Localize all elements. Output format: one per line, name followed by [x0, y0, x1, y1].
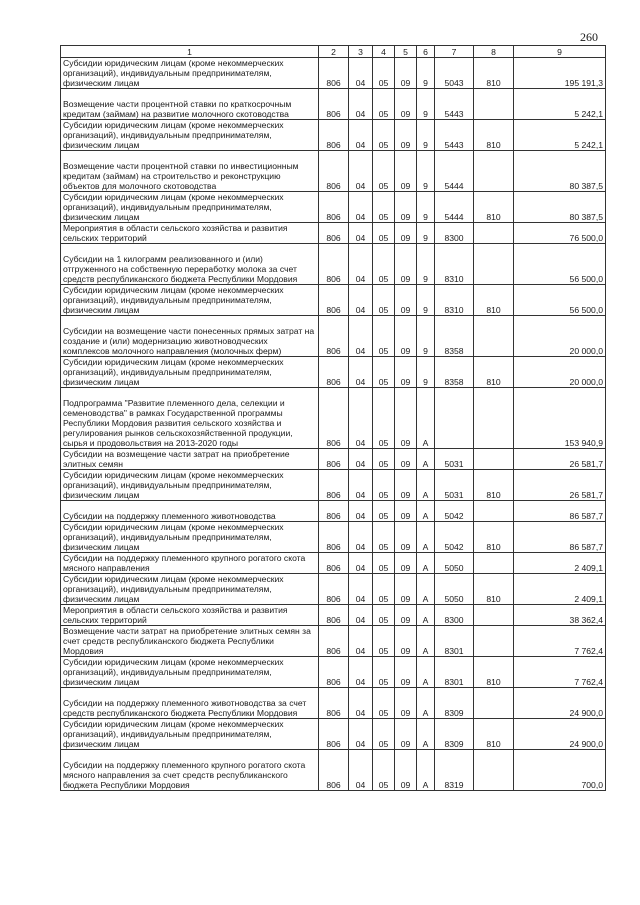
code-expense-type — [474, 553, 514, 574]
code-subsection: 05 — [373, 244, 395, 285]
code-program: 09 — [395, 357, 417, 388]
code-ministry: 806 — [319, 657, 349, 688]
table-row — [61, 449, 606, 470]
code-ministry: 806 — [319, 244, 349, 285]
row-name: Субсидии юридическим лицам (кроме некоммерческих организаций), индивидуальным предпринимателям, физическим лицам — [61, 574, 319, 605]
table-row — [61, 688, 606, 719]
code-article: 8301 — [435, 626, 474, 657]
code-subprogram: А — [417, 388, 435, 449]
table-row — [61, 223, 606, 244]
code-section: 04 — [349, 388, 373, 449]
code-subprogram: А — [417, 449, 435, 470]
code-article: 5444 — [435, 151, 474, 192]
code-expense-type: 810 — [474, 574, 514, 605]
amount: 5 242,1 — [514, 89, 606, 120]
table-row — [61, 574, 606, 605]
amount: 26 581,7 — [514, 449, 606, 470]
code-section: 04 — [349, 553, 373, 574]
code-subsection: 05 — [373, 574, 395, 605]
row-name: Субсидии юридическим лицам (кроме некоммерческих организаций), индивидуальным предпринимателям, физическим лицам — [61, 357, 319, 388]
code-program: 09 — [395, 151, 417, 192]
amount: 5 242,1 — [514, 120, 606, 151]
table-body — [61, 58, 606, 791]
column-header: 3 — [349, 46, 373, 58]
code-subsection: 05 — [373, 449, 395, 470]
code-ministry: 806 — [319, 750, 349, 791]
code-article: 5042 — [435, 501, 474, 522]
amount: 2 409,1 — [514, 574, 606, 605]
code-section: 04 — [349, 223, 373, 244]
code-subsection: 05 — [373, 120, 395, 151]
row-name: Субсидии юридическим лицам (кроме некоммерческих организаций), индивидуальным предпринимателям, физическим лицам — [61, 120, 319, 151]
code-program: 09 — [395, 244, 417, 285]
table-row — [61, 626, 606, 657]
code-subprogram: А — [417, 605, 435, 626]
code-subsection: 05 — [373, 357, 395, 388]
code-subprogram: А — [417, 657, 435, 688]
code-program: 09 — [395, 553, 417, 574]
table-row — [61, 120, 606, 151]
amount: 38 362,4 — [514, 605, 606, 626]
amount: 7 762,4 — [514, 657, 606, 688]
code-program: 09 — [395, 89, 417, 120]
code-program: 09 — [395, 750, 417, 791]
code-subsection: 05 — [373, 605, 395, 626]
code-article: 8309 — [435, 719, 474, 750]
row-name: Субсидии юридическим лицам (кроме некоммерческих организаций), индивидуальным предпринимателям, физическим лицам — [61, 58, 319, 89]
code-article: 8309 — [435, 688, 474, 719]
amount: 80 387,5 — [514, 151, 606, 192]
code-ministry: 806 — [319, 316, 349, 357]
row-name: Субсидии на возмещение части понесенных прямых затрат на создание и (или) модернизацию животноводческих комплексов молочного направления (молочных ферм) — [61, 316, 319, 357]
code-ministry: 806 — [319, 192, 349, 223]
code-program: 09 — [395, 388, 417, 449]
code-article: 5443 — [435, 120, 474, 151]
amount: 2 409,1 — [514, 553, 606, 574]
code-subprogram: 9 — [417, 89, 435, 120]
table-row — [61, 470, 606, 501]
code-expense-type — [474, 449, 514, 470]
column-header: 6 — [417, 46, 435, 58]
code-article: 5444 — [435, 192, 474, 223]
table-header-row — [61, 46, 606, 58]
code-ministry: 806 — [319, 223, 349, 244]
code-program: 09 — [395, 522, 417, 553]
code-program: 09 — [395, 719, 417, 750]
code-subprogram: 9 — [417, 58, 435, 89]
code-subprogram: 9 — [417, 223, 435, 244]
code-program: 09 — [395, 285, 417, 316]
code-expense-type — [474, 151, 514, 192]
code-ministry: 806 — [319, 449, 349, 470]
amount: 153 940,9 — [514, 388, 606, 449]
code-program: 09 — [395, 223, 417, 244]
code-section: 04 — [349, 501, 373, 522]
table-row — [61, 750, 606, 791]
amount: 56 500,0 — [514, 244, 606, 285]
code-subprogram: А — [417, 470, 435, 501]
code-subprogram: А — [417, 688, 435, 719]
code-article: 8310 — [435, 244, 474, 285]
code-subsection: 05 — [373, 223, 395, 244]
code-subprogram: А — [417, 501, 435, 522]
column-header: 9 — [514, 46, 606, 58]
code-section: 04 — [349, 192, 373, 223]
row-name: Возмещение части процентной ставки по краткосрочным кредитам (займам) на развитие молочного скотоводства — [61, 89, 319, 120]
code-program: 09 — [395, 605, 417, 626]
code-expense-type: 810 — [474, 192, 514, 223]
code-subprogram: 9 — [417, 192, 435, 223]
code-program: 09 — [395, 626, 417, 657]
code-section: 04 — [349, 89, 373, 120]
code-article: 8300 — [435, 605, 474, 626]
row-name: Субсидии юридическим лицам (кроме некоммерческих организаций), индивидуальным предпринимателям, физическим лицам — [61, 285, 319, 316]
code-expense-type: 810 — [474, 357, 514, 388]
code-expense-type — [474, 688, 514, 719]
amount: 700,0 — [514, 750, 606, 791]
code-article: 5050 — [435, 553, 474, 574]
code-subprogram: А — [417, 553, 435, 574]
code-expense-type: 810 — [474, 657, 514, 688]
table-row — [61, 357, 606, 388]
code-ministry: 806 — [319, 688, 349, 719]
code-subsection: 05 — [373, 522, 395, 553]
code-program: 09 — [395, 58, 417, 89]
code-article: 8319 — [435, 750, 474, 791]
code-subsection: 05 — [373, 285, 395, 316]
budget-table — [60, 45, 606, 791]
table-row — [61, 522, 606, 553]
code-expense-type: 810 — [474, 470, 514, 501]
code-ministry: 806 — [319, 58, 349, 89]
code-program: 09 — [395, 470, 417, 501]
code-ministry: 806 — [319, 553, 349, 574]
code-ministry: 806 — [319, 574, 349, 605]
code-subprogram: 9 — [417, 285, 435, 316]
table-row — [61, 605, 606, 626]
code-subsection: 05 — [373, 553, 395, 574]
amount: 80 387,5 — [514, 192, 606, 223]
row-name: Мероприятия в области сельского хозяйства и развития сельских территорий — [61, 223, 319, 244]
code-expense-type: 810 — [474, 120, 514, 151]
code-ministry: 806 — [319, 151, 349, 192]
code-subsection: 05 — [373, 89, 395, 120]
column-header: 7 — [435, 46, 474, 58]
row-name: Субсидии на возмещение части затрат на приобретение элитных семян — [61, 449, 319, 470]
code-article: 8301 — [435, 657, 474, 688]
code-ministry: 806 — [319, 89, 349, 120]
table-row — [61, 316, 606, 357]
code-expense-type — [474, 501, 514, 522]
amount: 26 581,7 — [514, 470, 606, 501]
row-name: Субсидии на поддержку племенного крупного рогатого скота мясного направления за счет средств республиканского бюджета Республики Мордовия — [61, 750, 319, 791]
row-name: Субсидии на поддержку племенного животноводства — [61, 501, 319, 522]
code-subsection: 05 — [373, 750, 395, 791]
code-section: 04 — [349, 470, 373, 501]
code-expense-type — [474, 89, 514, 120]
code-section: 04 — [349, 244, 373, 285]
code-program: 09 — [395, 501, 417, 522]
column-header: 2 — [319, 46, 349, 58]
code-program: 09 — [395, 316, 417, 357]
code-section: 04 — [349, 285, 373, 316]
code-subsection: 05 — [373, 501, 395, 522]
code-article: 8300 — [435, 223, 474, 244]
table-row — [61, 501, 606, 522]
code-subprogram: А — [417, 719, 435, 750]
code-section: 04 — [349, 574, 373, 605]
code-expense-type: 810 — [474, 58, 514, 89]
amount: 86 587,7 — [514, 522, 606, 553]
code-subprogram: А — [417, 574, 435, 605]
code-article: 5031 — [435, 449, 474, 470]
row-name: Субсидии юридическим лицам (кроме некоммерческих организаций), индивидуальным предпринимателям, физическим лицам — [61, 192, 319, 223]
page-number: 260 — [580, 30, 598, 44]
code-article: 8358 — [435, 357, 474, 388]
row-name: Возмещение части затрат на приобретение элитных семян за счет средств республиканского бюджета Республики Мордовия — [61, 626, 319, 657]
code-article: 8358 — [435, 316, 474, 357]
code-expense-type — [474, 750, 514, 791]
amount: 195 191,3 — [514, 58, 606, 89]
code-subsection: 05 — [373, 688, 395, 719]
code-ministry: 806 — [319, 285, 349, 316]
code-ministry: 806 — [319, 357, 349, 388]
code-section: 04 — [349, 719, 373, 750]
row-name: Субсидии юридическим лицам (кроме некоммерческих организаций), индивидуальным предпринимателям, физическим лицам — [61, 470, 319, 501]
code-program: 09 — [395, 192, 417, 223]
code-section: 04 — [349, 522, 373, 553]
code-program: 09 — [395, 120, 417, 151]
code-subsection: 05 — [373, 192, 395, 223]
code-ministry: 806 — [319, 522, 349, 553]
code-section: 04 — [349, 316, 373, 357]
code-article: 5042 — [435, 522, 474, 553]
row-name: Субсидии на поддержку племенного крупного рогатого скота мясного направления — [61, 553, 319, 574]
row-name: Субсидии на 1 килограмм реализованного и (или) отгруженного на собственную переработку молока за счет средств республиканского бюджета Республики Мордовия — [61, 244, 319, 285]
table-row — [61, 58, 606, 89]
table-row — [61, 388, 606, 449]
code-ministry: 806 — [319, 470, 349, 501]
row-name: Возмещение части процентной ставки по инвестиционным кредитам (займам) на строительство и реконструкцию объектов для молочного скотоводства — [61, 151, 319, 192]
code-ministry: 806 — [319, 501, 349, 522]
row-name: Субсидии юридическим лицам (кроме некоммерческих организаций), индивидуальным предпринимателям, физическим лицам — [61, 522, 319, 553]
row-name: Подпрограмма "Развитие племенного дела, селекции и семеноводства" в рамках Государственной программы Республики Мордовия развития сельского хозяйства и регулирования рынков сельскохозяйственной продукции, сырья и продовольствия на 2013-2020 годы — [61, 388, 319, 449]
code-subsection: 05 — [373, 657, 395, 688]
row-name: Мероприятия в области сельского хозяйства и развития сельских территорий — [61, 605, 319, 626]
code-section: 04 — [349, 657, 373, 688]
code-program: 09 — [395, 657, 417, 688]
row-name: Субсидии на поддержку племенного животноводства за счет средств республиканского бюджета Республики Мордовия — [61, 688, 319, 719]
amount: 7 762,4 — [514, 626, 606, 657]
column-header: 8 — [474, 46, 514, 58]
code-ministry: 806 — [319, 626, 349, 657]
amount: 86 587,7 — [514, 501, 606, 522]
amount: 20 000,0 — [514, 357, 606, 388]
code-ministry: 806 — [319, 120, 349, 151]
code-subprogram: 9 — [417, 357, 435, 388]
code-ministry: 806 — [319, 719, 349, 750]
code-expense-type — [474, 388, 514, 449]
code-article: 5050 — [435, 574, 474, 605]
code-article: 5031 — [435, 470, 474, 501]
code-expense-type — [474, 316, 514, 357]
code-subsection: 05 — [373, 388, 395, 449]
code-subprogram: А — [417, 522, 435, 553]
amount: 20 000,0 — [514, 316, 606, 357]
table-row — [61, 553, 606, 574]
code-program: 09 — [395, 449, 417, 470]
code-program: 09 — [395, 688, 417, 719]
column-header: 4 — [373, 46, 395, 58]
code-section: 04 — [349, 357, 373, 388]
amount: 76 500,0 — [514, 223, 606, 244]
amount: 56 500,0 — [514, 285, 606, 316]
code-expense-type — [474, 244, 514, 285]
code-subprogram: 9 — [417, 151, 435, 192]
code-expense-type — [474, 223, 514, 244]
code-article: 8310 — [435, 285, 474, 316]
code-subprogram: А — [417, 626, 435, 657]
code-section: 04 — [349, 605, 373, 626]
code-subsection: 05 — [373, 470, 395, 501]
code-article — [435, 388, 474, 449]
code-expense-type: 810 — [474, 285, 514, 316]
table-row — [61, 151, 606, 192]
code-subprogram: А — [417, 750, 435, 791]
code-section: 04 — [349, 58, 373, 89]
code-subsection: 05 — [373, 626, 395, 657]
code-subprogram: 9 — [417, 244, 435, 285]
table-row — [61, 192, 606, 223]
code-ministry: 806 — [319, 388, 349, 449]
row-name: Субсидии юридическим лицам (кроме некоммерческих организаций), индивидуальным предпринимателям, физическим лицам — [61, 657, 319, 688]
code-subprogram: 9 — [417, 316, 435, 357]
table-row — [61, 719, 606, 750]
code-section: 04 — [349, 626, 373, 657]
code-expense-type: 810 — [474, 522, 514, 553]
table-row — [61, 285, 606, 316]
row-name: Субсидии юридическим лицам (кроме некоммерческих организаций), индивидуальным предпринимателям, физическим лицам — [61, 719, 319, 750]
code-subsection: 05 — [373, 719, 395, 750]
column-header: 5 — [395, 46, 417, 58]
amount: 24 900,0 — [514, 688, 606, 719]
code-expense-type — [474, 626, 514, 657]
table-row — [61, 244, 606, 285]
code-expense-type: 810 — [474, 719, 514, 750]
code-subprogram: 9 — [417, 120, 435, 151]
code-ministry: 806 — [319, 605, 349, 626]
code-section: 04 — [349, 688, 373, 719]
code-subsection: 05 — [373, 58, 395, 89]
table-row — [61, 657, 606, 688]
column-header: 1 — [61, 46, 319, 58]
code-subsection: 05 — [373, 316, 395, 357]
code-section: 04 — [349, 750, 373, 791]
code-section: 04 — [349, 151, 373, 192]
code-article: 5443 — [435, 89, 474, 120]
code-program: 09 — [395, 574, 417, 605]
code-expense-type — [474, 605, 514, 626]
code-section: 04 — [349, 449, 373, 470]
code-article: 5043 — [435, 58, 474, 89]
amount: 24 900,0 — [514, 719, 606, 750]
table-row — [61, 89, 606, 120]
code-section: 04 — [349, 120, 373, 151]
code-subsection: 05 — [373, 151, 395, 192]
